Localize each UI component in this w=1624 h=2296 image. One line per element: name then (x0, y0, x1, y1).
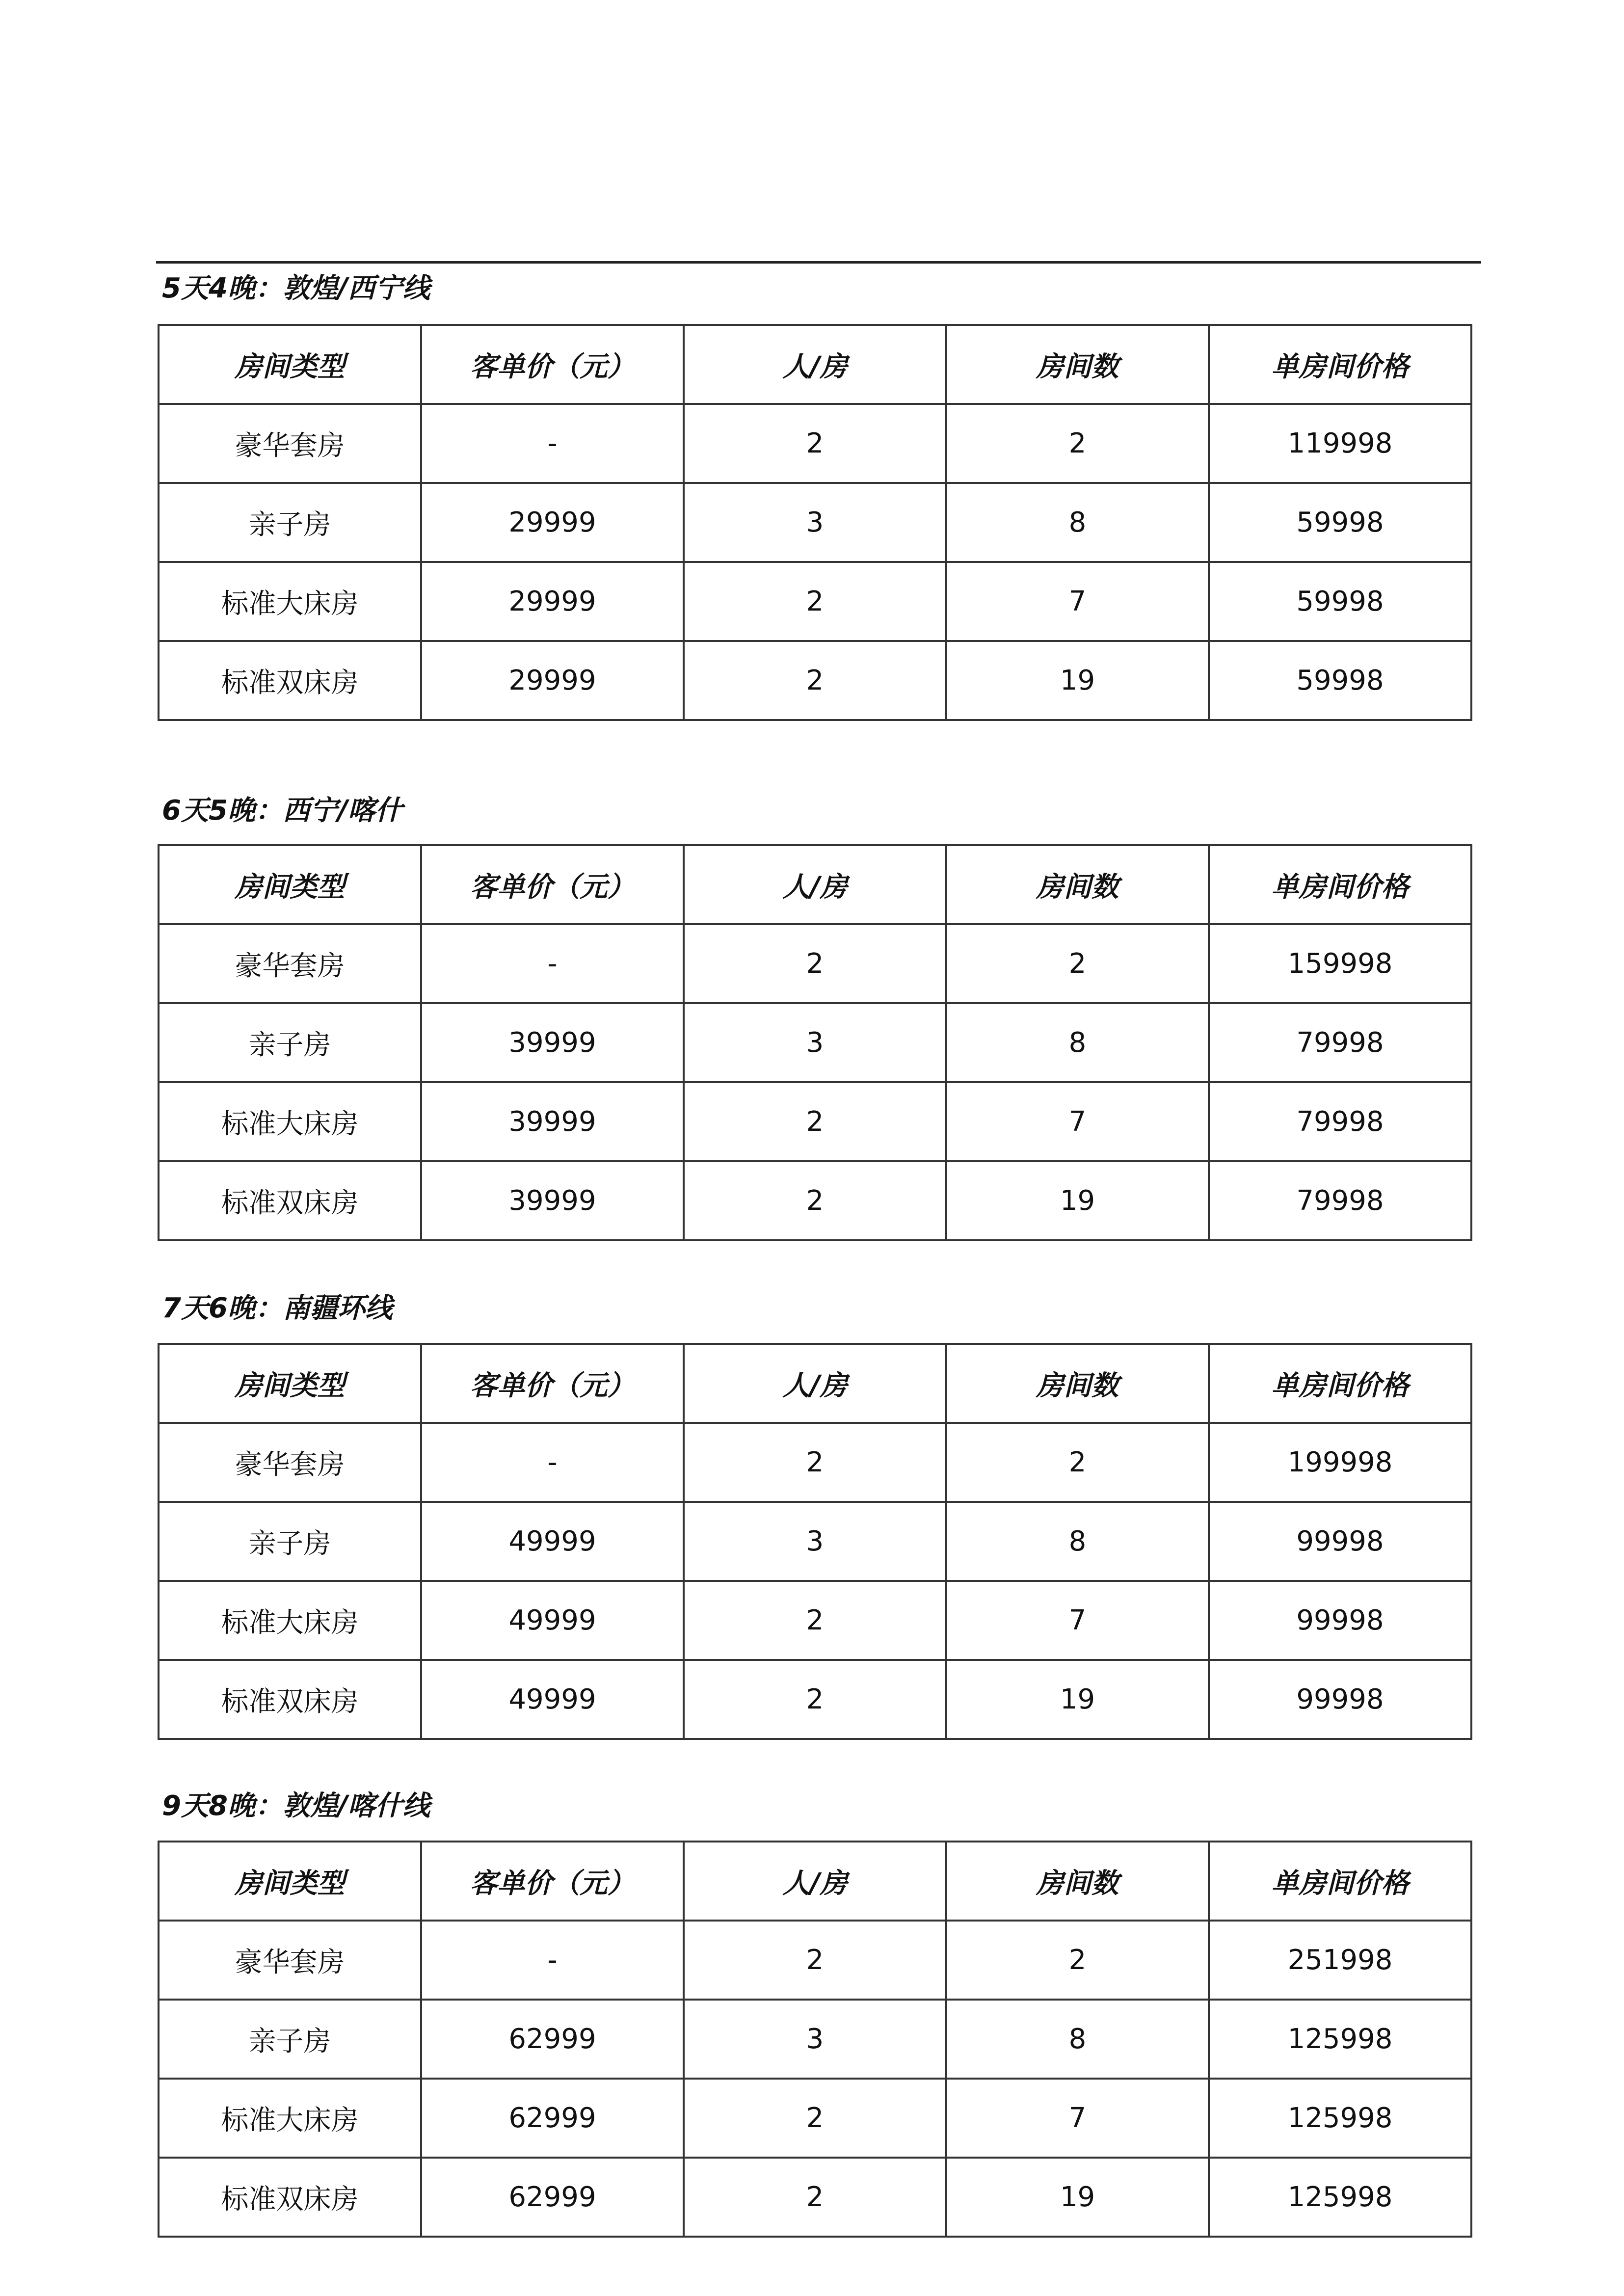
cell-room-price: 79998 (1209, 1003, 1471, 1082)
cell-room-type: 标准大床房 (159, 562, 421, 641)
table-row (159, 1581, 1471, 1660)
cell-room-price: 119998 (1209, 404, 1471, 483)
table-header-row (159, 1344, 1471, 1423)
cell-room-count: 19 (946, 2158, 1209, 2237)
cell-room-type: 豪华套房 (159, 1921, 421, 2000)
cell-room-price: 99998 (1209, 1502, 1471, 1581)
cell-room-type: 标准大床房 (159, 2079, 421, 2158)
cell-room-type: 标准大床房 (159, 1581, 421, 1660)
cell-room-price: 199998 (1209, 1423, 1471, 1502)
pricing-table (158, 324, 1472, 721)
header-people-per-room: 人/房 (684, 845, 946, 924)
cell-room-price: 59998 (1209, 641, 1471, 720)
section-title: 9天8晚：敦煌/喀什线 (162, 1790, 430, 1822)
cell-room-type: 标准大床房 (159, 1082, 421, 1161)
cell-room-count: 8 (946, 483, 1209, 562)
cell-room-price: 125998 (1209, 2079, 1471, 2158)
table-row (159, 1003, 1471, 1082)
header-room-price: 单房间价格 (1209, 325, 1471, 404)
cell-people-per-room: 2 (684, 562, 946, 641)
cell-unit-price: 39999 (421, 1003, 684, 1082)
header-unit-price: 客单价（元） (421, 1842, 684, 1921)
header-room-type: 房间类型 (159, 1344, 421, 1423)
cell-unit-price: 62999 (421, 2079, 684, 2158)
cell-unit-price: 49999 (421, 1502, 684, 1581)
header-room-type: 房间类型 (159, 845, 421, 924)
cell-people-per-room: 2 (684, 1082, 946, 1161)
cell-room-count: 19 (946, 1161, 1209, 1240)
cell-room-count: 8 (946, 2000, 1209, 2079)
table-row (159, 1161, 1471, 1240)
header-unit-price: 客单价（元） (421, 1344, 684, 1423)
cell-unit-price: 49999 (421, 1660, 684, 1739)
cell-room-type: 标准双床房 (159, 641, 421, 720)
cell-unit-price: 49999 (421, 1581, 684, 1660)
header-room-count: 房间数 (946, 1344, 1209, 1423)
cell-unit-price: 29999 (421, 641, 684, 720)
table-row (159, 641, 1471, 720)
cell-people-per-room: 2 (684, 924, 946, 1003)
cell-room-price: 99998 (1209, 1660, 1471, 1739)
table-row (159, 483, 1471, 562)
section-title: 7天6晚：南疆环线 (162, 1292, 393, 1324)
cell-people-per-room: 2 (684, 2079, 946, 2158)
header-room-price: 单房间价格 (1209, 1842, 1471, 1921)
cell-room-type: 标准双床房 (159, 1161, 421, 1240)
cell-room-price: 59998 (1209, 483, 1471, 562)
cell-people-per-room: 2 (684, 1423, 946, 1502)
cell-room-count: 2 (946, 404, 1209, 483)
table-row (159, 562, 1471, 641)
table-row (159, 2158, 1471, 2237)
cell-people-per-room: 2 (684, 404, 946, 483)
top-divider (156, 261, 1481, 264)
table-header-row (159, 325, 1471, 404)
header-people-per-room: 人/房 (684, 1344, 946, 1423)
cell-room-type: 标准双床房 (159, 1660, 421, 1739)
cell-room-price: 59998 (1209, 562, 1471, 641)
header-people-per-room: 人/房 (684, 1842, 946, 1921)
cell-room-type: 亲子房 (159, 2000, 421, 2079)
cell-people-per-room: 3 (684, 2000, 946, 2079)
cell-room-price: 79998 (1209, 1082, 1471, 1161)
header-room-count: 房间数 (946, 325, 1209, 404)
cell-room-type: 亲子房 (159, 483, 421, 562)
header-room-price: 单房间价格 (1209, 845, 1471, 924)
pricing-table (158, 1841, 1472, 2238)
section-title: 5天4晚：敦煌/西宁线 (162, 272, 430, 304)
table-header-row (159, 1842, 1471, 1921)
header-room-type: 房间类型 (159, 325, 421, 404)
header-unit-price: 客单价（元） (421, 325, 684, 404)
cell-unit-price: 62999 (421, 2158, 684, 2237)
cell-people-per-room: 2 (684, 1581, 946, 1660)
cell-room-type: 标准双床房 (159, 2158, 421, 2237)
cell-room-price: 251998 (1209, 1921, 1471, 2000)
table-row (159, 404, 1471, 483)
cell-people-per-room: 2 (684, 2158, 946, 2237)
cell-unit-price: 29999 (421, 562, 684, 641)
cell-room-count: 8 (946, 1502, 1209, 1581)
table-row (159, 1502, 1471, 1581)
cell-room-count: 19 (946, 641, 1209, 720)
cell-unit-price: 62999 (421, 2000, 684, 2079)
cell-room-count: 8 (946, 1003, 1209, 1082)
cell-room-count: 2 (946, 924, 1209, 1003)
pricing-table (158, 844, 1472, 1241)
cell-room-type: 亲子房 (159, 1502, 421, 1581)
cell-people-per-room: 3 (684, 1502, 946, 1581)
cell-room-price: 125998 (1209, 2000, 1471, 2079)
cell-room-count: 7 (946, 562, 1209, 641)
table-row (159, 2079, 1471, 2158)
cell-room-type: 豪华套房 (159, 924, 421, 1003)
cell-people-per-room: 2 (684, 1660, 946, 1739)
header-unit-price: 客单价（元） (421, 845, 684, 924)
cell-room-count: 7 (946, 1082, 1209, 1161)
cell-unit-price: 39999 (421, 1161, 684, 1240)
cell-room-price: 125998 (1209, 2158, 1471, 2237)
cell-room-price: 99998 (1209, 1581, 1471, 1660)
table-row (159, 924, 1471, 1003)
table-row (159, 1660, 1471, 1739)
cell-room-type: 豪华套房 (159, 1423, 421, 1502)
header-room-count: 房间数 (946, 845, 1209, 924)
table-row (159, 2000, 1471, 2079)
cell-room-price: 159998 (1209, 924, 1471, 1003)
cell-people-per-room: 3 (684, 1003, 946, 1082)
table-header-row (159, 845, 1471, 924)
cell-unit-price: - (421, 404, 684, 483)
header-room-count: 房间数 (946, 1842, 1209, 1921)
table-row (159, 1082, 1471, 1161)
header-room-type: 房间类型 (159, 1842, 421, 1921)
cell-room-count: 19 (946, 1660, 1209, 1739)
cell-unit-price: - (421, 1921, 684, 2000)
cell-unit-price: - (421, 1423, 684, 1502)
cell-room-type: 亲子房 (159, 1003, 421, 1082)
section-title: 6天5晚：西宁/喀什 (162, 795, 403, 827)
cell-people-per-room: 2 (684, 641, 946, 720)
cell-unit-price: 29999 (421, 483, 684, 562)
cell-room-price: 79998 (1209, 1161, 1471, 1240)
table-row (159, 1921, 1471, 2000)
pricing-table (158, 1343, 1472, 1740)
cell-people-per-room: 3 (684, 483, 946, 562)
header-people-per-room: 人/房 (684, 325, 946, 404)
table-row (159, 1423, 1471, 1502)
cell-room-count: 2 (946, 1921, 1209, 2000)
cell-room-count: 7 (946, 1581, 1209, 1660)
cell-unit-price: - (421, 924, 684, 1003)
header-room-price: 单房间价格 (1209, 1344, 1471, 1423)
cell-room-count: 2 (946, 1423, 1209, 1502)
cell-people-per-room: 2 (684, 1161, 946, 1240)
cell-people-per-room: 2 (684, 1921, 946, 2000)
cell-unit-price: 39999 (421, 1082, 684, 1161)
cell-room-count: 7 (946, 2079, 1209, 2158)
cell-room-type: 豪华套房 (159, 404, 421, 483)
